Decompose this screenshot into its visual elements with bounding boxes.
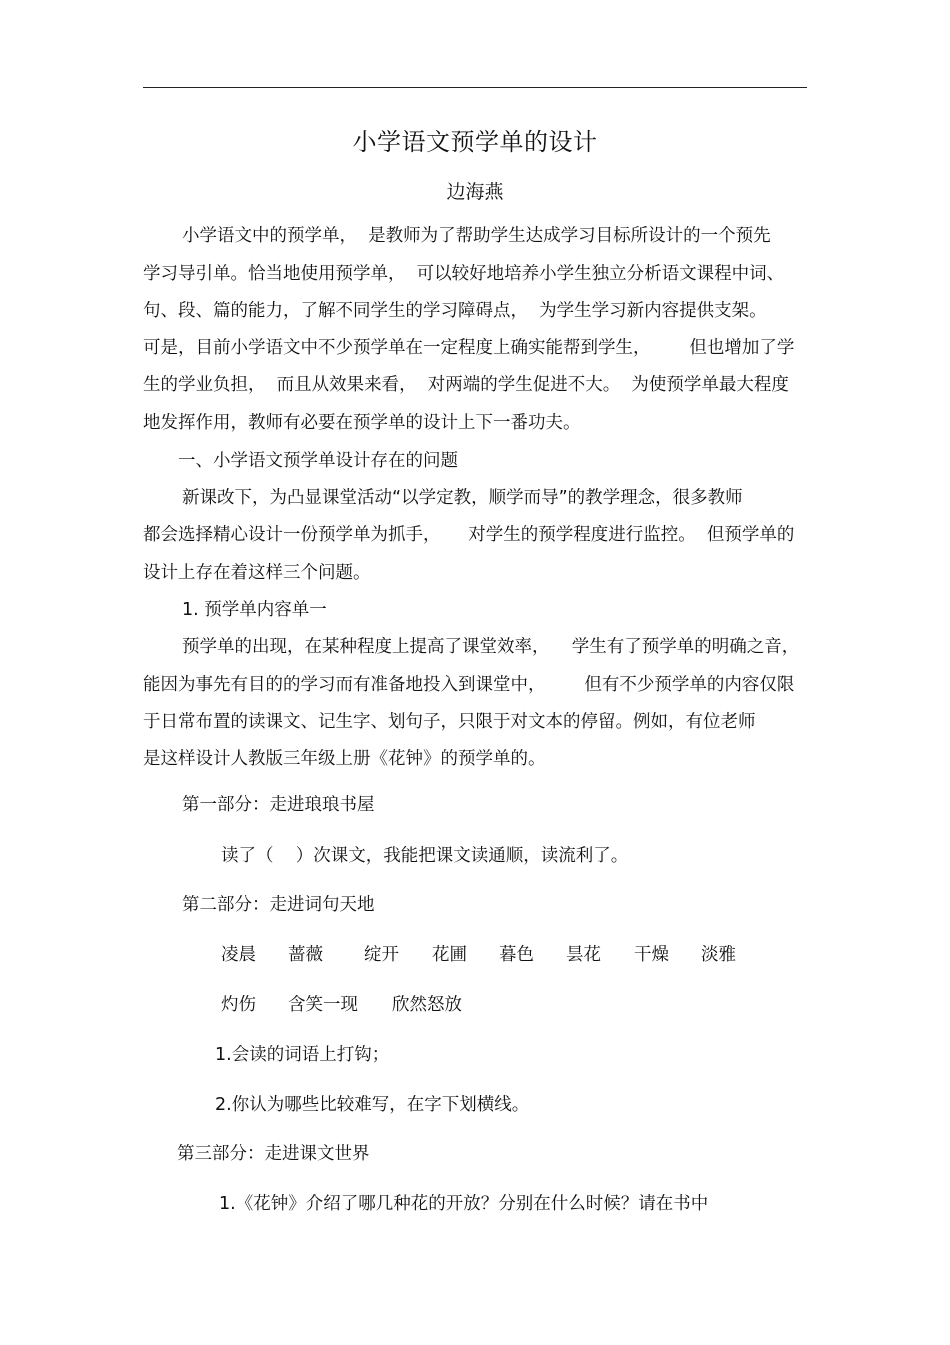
paragraph-line: 生的学业负担， 而且从效果来看， 对两端的学生促进不大。 为使预学单最大程度 (143, 375, 789, 395)
paragraph-line: 新课改下，为凸显课堂活动“以学定教，顺学而导”的教学理念，很多教师 (182, 488, 743, 508)
vocab-word: 灼伤 (221, 995, 256, 1015)
vocab-word: 凌晨 (221, 945, 256, 965)
vocab-word: 蔷薇 (288, 945, 323, 965)
paragraph-line: 都会选择精心设计一份预学单为抓手， 对学生的预学程度进行监控。 但预学单的 (143, 525, 795, 545)
part1-text: 读了（ ）次课文，我能把课文读通顺，读流利了。 (221, 846, 629, 866)
document-title: 小学语文预学单的设计 (352, 128, 598, 156)
vocab-word: 淡雅 (701, 945, 736, 965)
part3-heading: 第三部分：走进课文世界 (177, 1144, 370, 1164)
paragraph-line: 于日常布置的读课文、记生字、划句子，只限于对文本的停留。例如，有位老师 (143, 712, 756, 732)
vocab-word: 绽开 (364, 945, 399, 965)
paragraph-line: 地发挥作用，教师有必要在预学单的设计上下一番功夫。 (143, 413, 581, 433)
section-heading: 一、小学语文预学单设计存在的问题 (178, 451, 458, 471)
vocab-word: 昙花 (566, 945, 601, 965)
header-rule (143, 87, 807, 88)
paragraph-line: 小学语文中的预学单， 是教师为了帮助学生达成学习目标所设计的一个预先 (182, 226, 771, 246)
part2-heading: 第二部分：走进词句天地 (182, 895, 375, 915)
author-name: 边海燕 (446, 181, 504, 203)
part3-item: 1.《花钟》介绍了哪几种花的开放？分别在什么时候？请在书中 (219, 1194, 709, 1214)
paragraph-line: 学习导引单。恰当地使用预学单， 可以较好地培养小学生独立分析语文课程中词、 (143, 264, 785, 284)
vocab-word: 欣然怒放 (392, 995, 462, 1015)
vocab-word: 含笑一现 (288, 995, 358, 1015)
vocab-word: 暮色 (499, 945, 534, 965)
part1-heading: 第一部分：走进琅琅书屋 (182, 795, 375, 815)
paragraph-line: 能因为事先有目的的学习而有准备地投入到课堂中， 但有不少预学单的内容仅限 (143, 675, 795, 695)
part2-item: 1.会读的词语上打钩； (215, 1045, 390, 1065)
paragraph-line: 可是，目前小学语文中不少预学单在一定程度上确实能帮到学生， 但也增加了学 (143, 338, 795, 358)
vocab-word: 花圃 (432, 945, 467, 965)
paragraph-line: 是这样设计人教版三年级上册《花钟》的预学单的。 (143, 749, 546, 769)
paragraph-line: 句、段、篇的能力，了解不同学生的学习障碍点， 为学生学习新内容提供支架。 (143, 301, 767, 321)
part2-item: 2.你认为哪些比较难写，在字下划横线。 (215, 1095, 530, 1115)
subheading: 1. 预学单内容单一 (182, 600, 327, 620)
vocab-word: 干燥 (634, 945, 669, 965)
paragraph-line: 设计上存在着这样三个问题。 (143, 563, 371, 583)
paragraph-line: 预学单的出现，在某种程度上提高了课堂效率， 学生有了预学单的明确之音， (182, 637, 800, 657)
